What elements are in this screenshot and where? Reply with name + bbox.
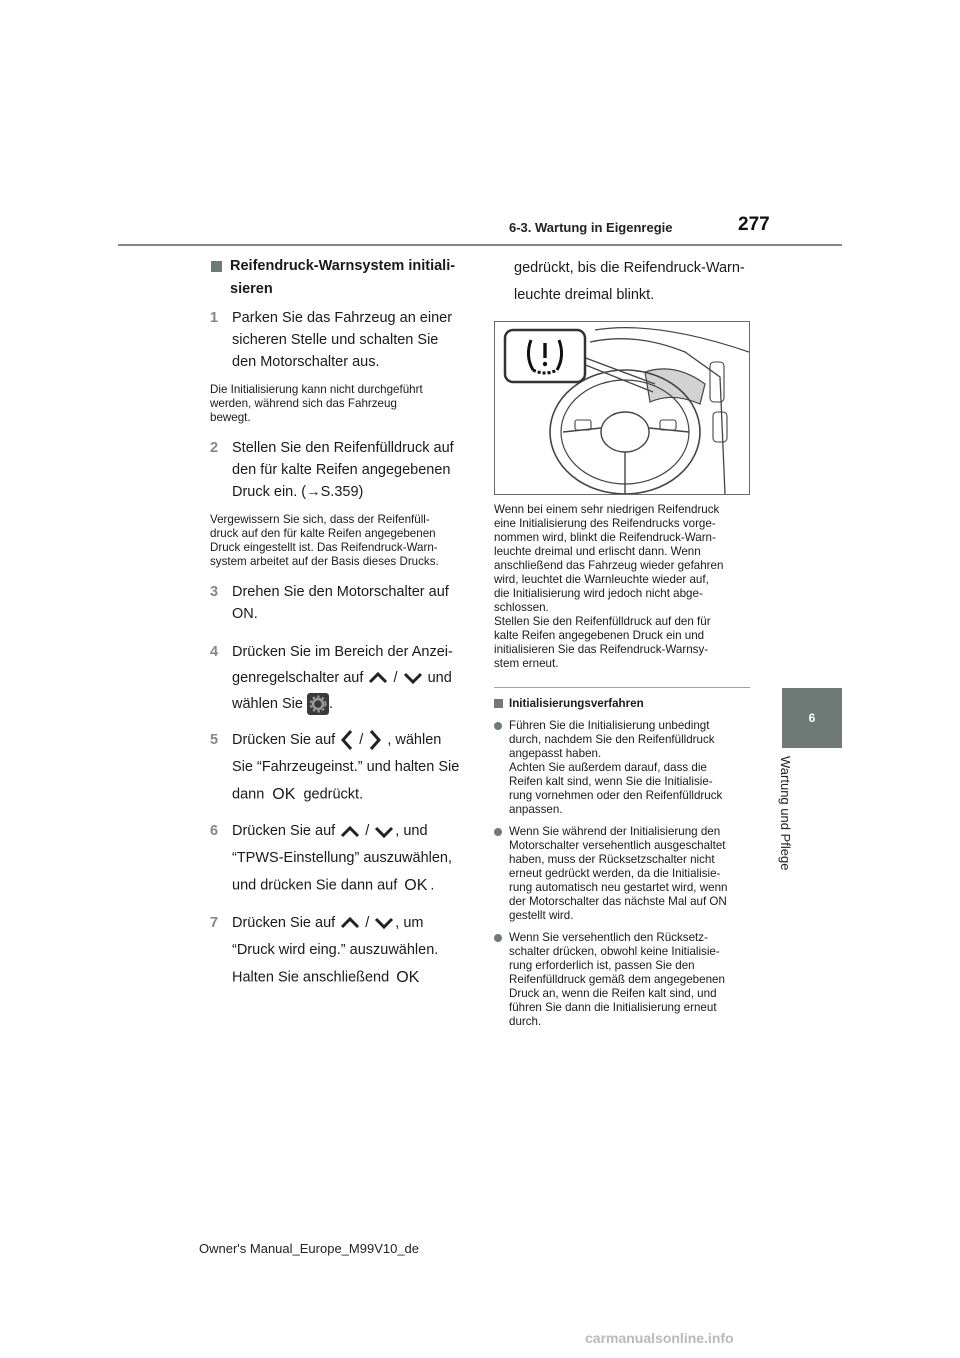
bullet-dot-icon (494, 722, 502, 730)
chapter-tab: 6 (782, 688, 842, 748)
text-line: eine Initialisierung des Reifendrucks vorge- (494, 517, 716, 530)
left-column (210, 255, 468, 991)
ok-button-icon: OK (396, 968, 420, 986)
initialization-heading: Initialisierungsverfahren (494, 696, 750, 711)
settings-gear-icon (307, 693, 329, 715)
step-1: 1 Parken Sie das Fahrzeug an einer sicheren Stelle und schalten Sie den Motorschalter aus. (210, 310, 453, 370)
header-divider (118, 244, 842, 246)
text-line: leuchte dreimal und erlischt dann. Wenn (494, 545, 701, 558)
step-2: 2 Stellen Sie den Reifenfülldruck auf den für kalte Reifen angegebenen Druck ein. (→S.359) (210, 440, 454, 500)
text-line: gestellt wird. (509, 909, 574, 922)
watermark: carmanualsonline.info (585, 1330, 734, 1346)
step-4: 4 Drücken Sie im Bereich der Anzei- genregelschalter auf / und wählen Sie . (210, 639, 468, 717)
footer-text: Owner's Manual_Europe_M99V10_de (199, 1241, 420, 1256)
ok-button-icon: OK (272, 786, 296, 803)
steering-wheel-illustration (495, 322, 749, 494)
bullet-dot-icon (494, 934, 502, 942)
text-line: rung vornehmen oder den Reifenfülldruck (509, 789, 723, 802)
text-line: erneut gedrückt werden, da die Initialisie- (509, 867, 721, 880)
step-1-note: Die Initialisierung kann nicht durchgeführt werden, während sich das Fahrzeug bewegt. (210, 383, 423, 424)
text-line: Stellen Sie den Reifenfülldruck auf den für (494, 615, 711, 628)
text-line: rung erforderlich ist, passen Sie den (509, 959, 695, 972)
text-line: Achten Sie außerdem darauf, dass die (509, 761, 707, 774)
text-line: wird, leuchtet die Warnleuchte wieder auf, (494, 573, 709, 586)
step-7: 7 Drücken Sie auf / , um “Druck wird eing.” auszuwählen. Halten Sie anschließend OK (210, 910, 468, 991)
text-line: durch. (509, 1015, 542, 1028)
chevron-right-icon (367, 729, 383, 751)
step-3: 3 Drehen Sie den Motorschalter auf ON. (210, 584, 449, 622)
chevron-down-icon (402, 671, 424, 685)
chevron-down-icon (373, 916, 395, 930)
text-line: stem erneut. (494, 657, 559, 670)
text-line: Wenn bei einem sehr niedrigen Reifendruck (494, 503, 720, 516)
chevron-left-icon (339, 729, 355, 751)
text-line: haben, muss der Rücksetzschalter nicht (509, 853, 715, 866)
text-line: Motorschalter versehentlich ausgeschaltet (509, 839, 726, 852)
chevron-up-icon (367, 671, 389, 685)
text-line: initialisieren Sie das Reifendruck-Warnsy- (494, 643, 709, 656)
section-marker-icon (211, 261, 222, 272)
text-line: Führen Sie die Initialisierung unbedingt (509, 719, 710, 732)
text-line: angepasst haben. (509, 747, 602, 760)
text-line: Wenn Sie versehentlich den Rücksetz- (509, 931, 708, 944)
text-line: der Motorschalter das nächste Mal auf ON (509, 895, 727, 908)
text-line: kalte Reifen angegebenen Druck ein und (494, 629, 705, 642)
text-line: schalter drücken, obwohl keine Initialisie- (509, 945, 720, 958)
chevron-down-icon (373, 825, 395, 839)
section-heading: Reifendruck-Warnsystem initiali- sieren (210, 255, 468, 301)
chapter-tab-label (778, 756, 810, 886)
text-line: die Initialisierung wird jedoch nicht abge- (494, 587, 703, 600)
page-number: 277 (738, 214, 770, 235)
ok-button-icon: OK (404, 877, 428, 895)
bullet-dot-icon (494, 828, 502, 836)
right-column (494, 255, 750, 1037)
section-title: 6-3. Wartung in Eigenregie (509, 220, 673, 235)
chevron-up-icon (339, 916, 361, 930)
step-7-continued: gedrückt, bis die Reifendruck-Warn- leuchte dreimal blinkt. (514, 260, 745, 303)
section-divider (494, 687, 750, 688)
text-line: rung automatisch neu gestartet wird, wenn (509, 881, 728, 894)
text-line: Reifen kalt sind, wenn Sie die Initialisie- (509, 775, 713, 788)
bullet-item (494, 825, 750, 923)
figure-note (494, 503, 750, 671)
text-line: Reifenfülldruck gemäß dem angegebenen (509, 973, 725, 986)
text-line: anpassen. (509, 803, 563, 816)
step-2-note: Vergewissern Sie sich, dass der Reifenfüll- druck auf den für kalte Reifen angegebenen Druck eingestellt ist. Das Reifendruck-Warn- system arbeitet auf der Basis dieses Drucks. (210, 513, 439, 568)
chapter-title: Wartung und Pflege (778, 756, 793, 871)
step-6: 6 Drücken Sie auf / , und “TPWS-Einstellung” auszuwählen, und drücken Sie dann auf OK . (210, 818, 468, 899)
dashboard-illustration (494, 321, 750, 495)
bullet-item (494, 931, 750, 1029)
section-marker-icon (494, 699, 503, 708)
text-line: führen Sie dann die Initialisierung erneut (509, 1001, 717, 1014)
text-line: durch, nachdem Sie den Reifenfülldruck (509, 733, 715, 746)
step-5: 5 Drücken Sie auf / , wählen Sie “Fahrzeugeinst.” und halten Sie dann OK gedrückt. (210, 727, 468, 808)
text-line: anschließend das Fahrzeug wieder gefahren (494, 559, 724, 572)
text-line: Wenn Sie während der Initialisierung den (509, 825, 721, 838)
bullet-item (494, 719, 750, 817)
text-line: schlossen. (494, 601, 549, 614)
chevron-up-icon (339, 825, 361, 839)
text-line: Druck an, wenn die Reifen kalt sind, und (509, 987, 717, 1000)
text-line: nommen wird, blinkt die Reifendruck-Warn- (494, 531, 716, 544)
